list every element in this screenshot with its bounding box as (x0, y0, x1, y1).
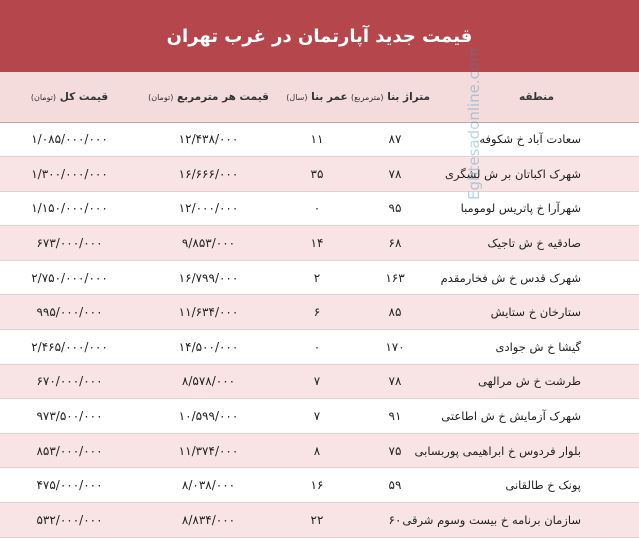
cell-area: ۸۷ (356, 122, 434, 157)
price-table (0, 72, 639, 538)
table-row (0, 260, 639, 295)
cell-area: ۸۵ (356, 295, 434, 330)
header-age: عمر بنا (سال) (278, 72, 356, 122)
cell-area: ۷۸ (356, 157, 434, 192)
cell-total-price: ۲/۴۶۵/۰۰۰/۰۰۰ (0, 330, 139, 365)
cell-area: ۵۹ (356, 468, 434, 503)
cell-region: شهرک اکباتان بر ش لشگری (434, 157, 639, 192)
cell-price-per-m2: ۱۶/۷۹۹/۰۰۰ (139, 260, 278, 295)
cell-age: ۳۵ (278, 157, 356, 192)
cell-area: ۷۵ (356, 433, 434, 468)
cell-area: ۶۰ (356, 503, 434, 538)
cell-area: ۱۷۰ (356, 330, 434, 365)
cell-area: ۶۸ (356, 226, 434, 261)
cell-region: شهرک آزمایش خ ش اطاعتی (434, 399, 639, 434)
cell-price-per-m2: ۹/۸۵۳/۰۰۰ (139, 226, 278, 261)
cell-age: ۲۲ (278, 503, 356, 538)
table-row (0, 364, 639, 399)
cell-age: ۱۴ (278, 226, 356, 261)
cell-total-price: ۴۷۵/۰۰۰/۰۰۰ (0, 468, 139, 503)
cell-price-per-m2: ۱۶/۶۶۶/۰۰۰ (139, 157, 278, 192)
cell-total-price: ۵۳۲/۰۰۰/۰۰۰ (0, 503, 139, 538)
cell-price-per-m2: ۱۴/۵۰۰/۰۰۰ (139, 330, 278, 365)
cell-region: شهرک قدس خ ش فخارمقدم (434, 260, 639, 295)
cell-total-price: ۲/۷۵۰/۰۰۰/۰۰۰ (0, 260, 139, 295)
table-body (0, 122, 639, 537)
cell-age: ۷ (278, 364, 356, 399)
cell-price-per-m2: ۱۱/۳۷۴/۰۰۰ (139, 433, 278, 468)
cell-area: ۷۸ (356, 364, 434, 399)
cell-age: ۱۱ (278, 122, 356, 157)
header-price-per-m2: قیمت هر مترمربع (تومان) (139, 72, 278, 122)
table-row (0, 295, 639, 330)
table-row (0, 399, 639, 434)
header-total-price: قیمت کل (تومان) (0, 72, 139, 122)
cell-age: ۸ (278, 433, 356, 468)
cell-region: ستارخان خ ستایش (434, 295, 639, 330)
table-row (0, 157, 639, 192)
table-row (0, 122, 639, 157)
cell-region: بلوار فردوس خ ابراهیمی پوربسابی (434, 433, 639, 468)
cell-age: ۰ (278, 191, 356, 226)
table-row (0, 191, 639, 226)
header-region: منطقه (434, 72, 639, 122)
table-row (0, 433, 639, 468)
table-row (0, 226, 639, 261)
table-row (0, 503, 639, 538)
table-header-row (0, 72, 639, 122)
cell-area: ۱۶۳ (356, 260, 434, 295)
cell-region: صادقیه خ ش تاجیک (434, 226, 639, 261)
cell-area: ۹۵ (356, 191, 434, 226)
cell-region: سازمان برنامه خ بیست وسوم شرقی (434, 503, 639, 538)
cell-total-price: ۶۷۰/۰۰۰/۰۰۰ (0, 364, 139, 399)
cell-age: ۲ (278, 260, 356, 295)
cell-region: سعادت آباد خ شکوفه (434, 122, 639, 157)
cell-total-price: ۱/۰۸۵/۰۰۰/۰۰۰ (0, 122, 139, 157)
cell-total-price: ۱/۳۰۰/۰۰۰/۰۰۰ (0, 157, 139, 192)
cell-age: ۶ (278, 295, 356, 330)
cell-total-price: ۸۵۳/۰۰۰/۰۰۰ (0, 433, 139, 468)
cell-area: ۹۱ (356, 399, 434, 434)
cell-price-per-m2: ۸/۰۳۸/۰۰۰ (139, 468, 278, 503)
cell-price-per-m2: ۱۲/۰۰۰/۰۰۰ (139, 191, 278, 226)
cell-price-per-m2: ۱۱/۶۳۴/۰۰۰ (139, 295, 278, 330)
cell-price-per-m2: ۸/۸۳۴/۰۰۰ (139, 503, 278, 538)
cell-age: ۷ (278, 399, 356, 434)
table-row (0, 330, 639, 365)
cell-total-price: ۱/۱۵۰/۰۰۰/۰۰۰ (0, 191, 139, 226)
cell-total-price: ۹۹۵/۰۰۰/۰۰۰ (0, 295, 139, 330)
cell-price-per-m2: ۸/۵۷۸/۰۰۰ (139, 364, 278, 399)
cell-price-per-m2: ۱۲/۴۳۸/۰۰۰ (139, 122, 278, 157)
cell-total-price: ۹۷۳/۵۰۰/۰۰۰ (0, 399, 139, 434)
cell-region: شهرآرا خ پاتریس لومومبا (434, 191, 639, 226)
page-title: قیمت جدید آپارتمان در غرب تهران (166, 25, 473, 47)
cell-region: طرشت خ ش مرالهی (434, 364, 639, 399)
table-row (0, 468, 639, 503)
title-bar (0, 0, 639, 72)
cell-total-price: ۶۷۳/۰۰۰/۰۰۰ (0, 226, 139, 261)
cell-region: پونک خ طالقانی (434, 468, 639, 503)
cell-age: ۰ (278, 330, 356, 365)
watermark: Eghtesadonline.com (465, 47, 483, 200)
header-area: متراژ بنا (مترمربع) (356, 72, 434, 122)
cell-region: گیشا خ ش جوادی (434, 330, 639, 365)
cell-price-per-m2: ۱۰/۵۹۹/۰۰۰ (139, 399, 278, 434)
cell-age: ۱۶ (278, 468, 356, 503)
